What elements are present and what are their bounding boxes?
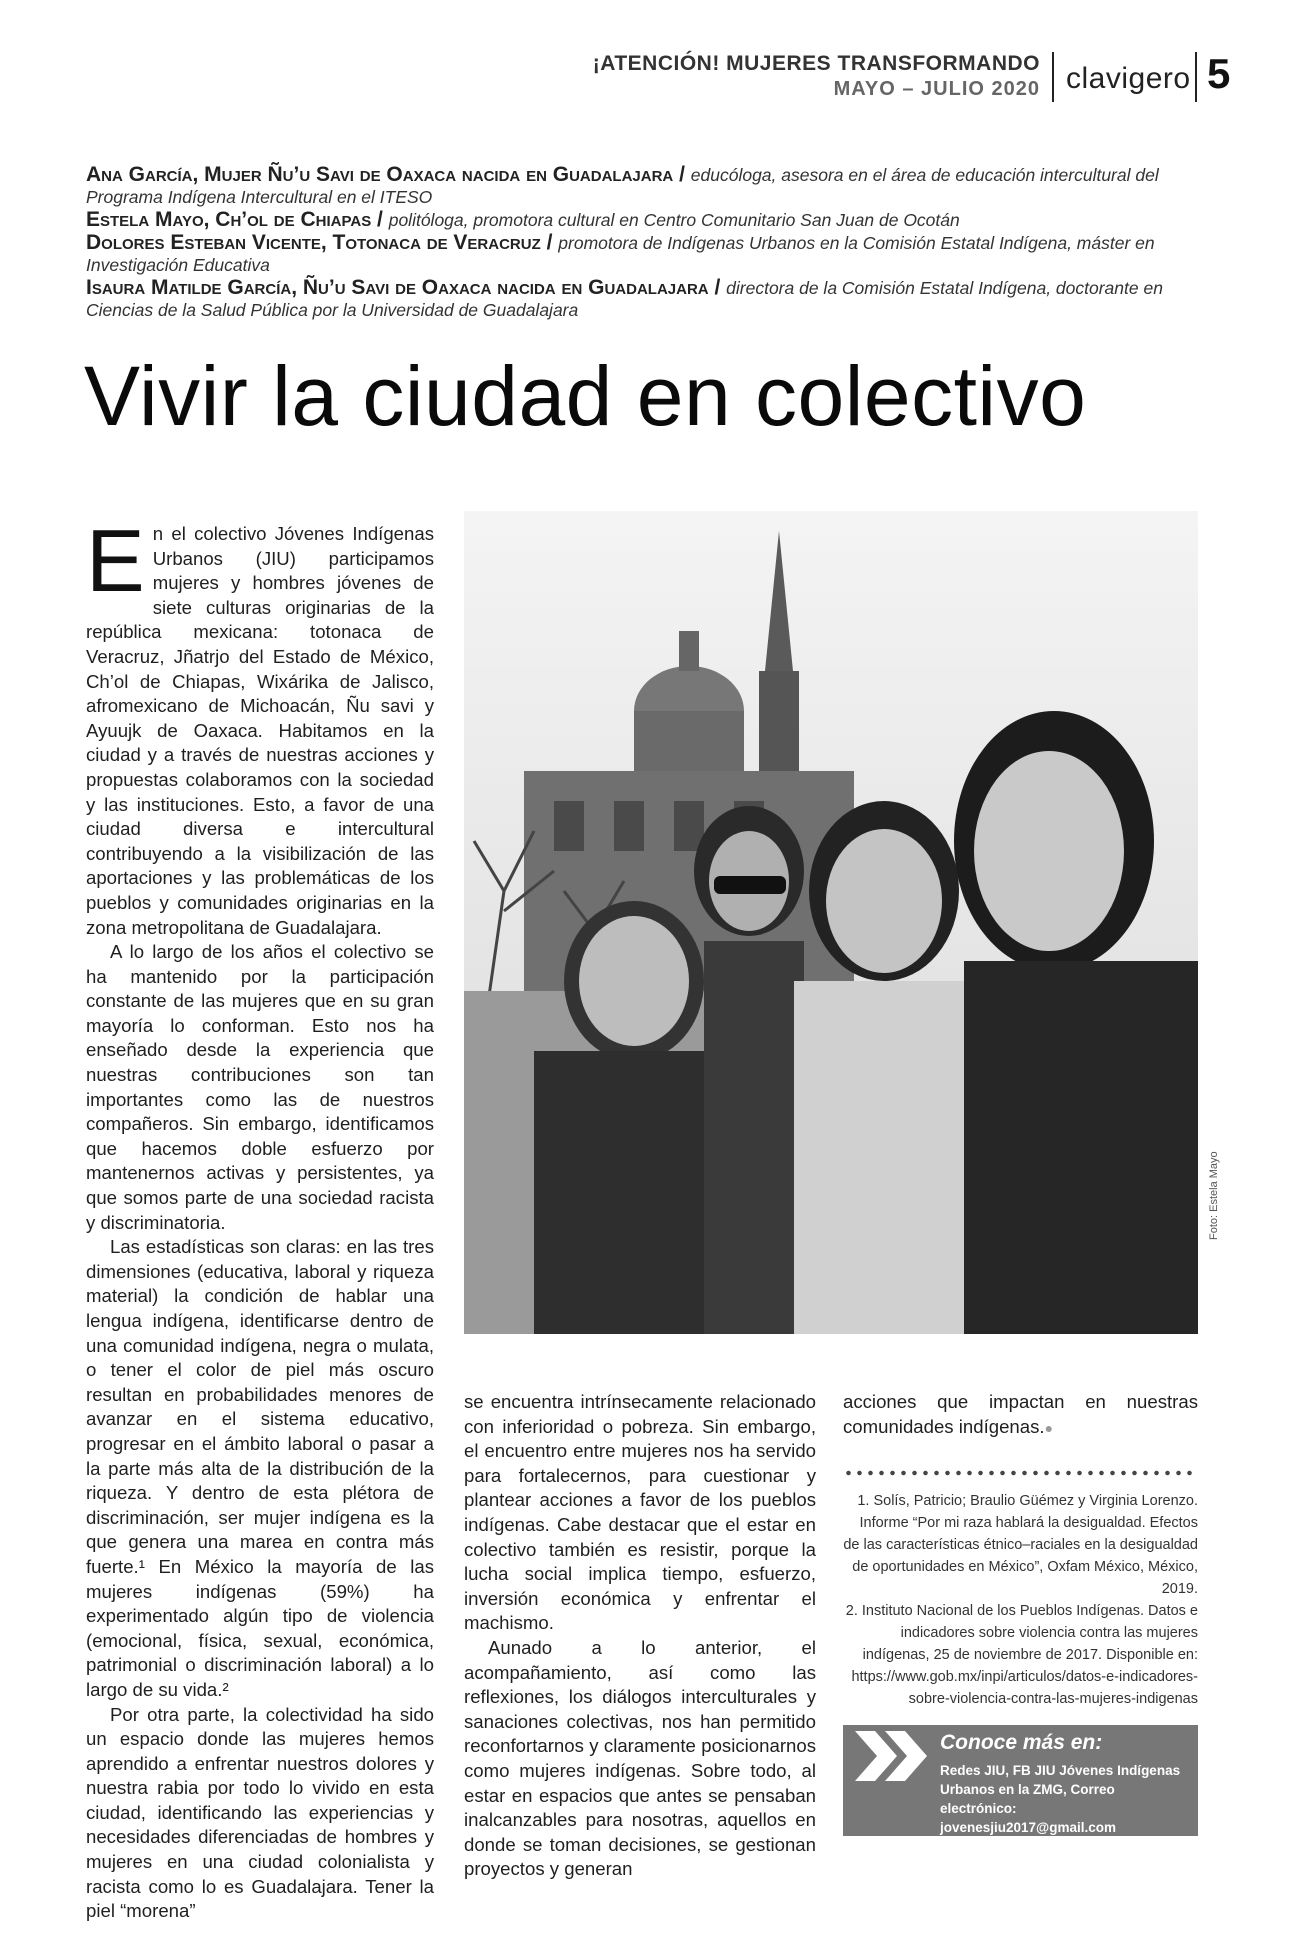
author-description: promotora de Indígenas Urbanos en la Comisión Estatal Indígena, máster en Investigación Educativa [86, 233, 1155, 275]
author-name: Estela Mayo, Ch’ol de Chiapas [86, 208, 372, 231]
paragraph: Aunado a lo anterior, el acompañamiento, así como las reflexiones, los diálogos interculturales y sanaciones colectivas, nos han permitido reconfortarnos y claramente posicionarnos como mujeres indígenas. Sobre todo, al estar en espacios que antes se pensaban inalcanzables para nosotras, aquellos en donde se toman decisiones, se gestionan proyectos y generan [464, 1636, 816, 1880]
magazine-name: clavigero [1066, 62, 1191, 95]
footnote: 2. Instituto Nacional de los Pueblos Indígenas. Datos e indicadores sobre violencia contra las mujeres indígenas, 25 de noviembre de 2017. Disponible en: https://www.gob.mx/inpi/articulos/datos-e-indicadores-sobre-violencia-contra-las-mujeres-indigenas [845, 1603, 1198, 1707]
article-title: Vivir la ciudad en colectivo [84, 349, 1087, 443]
author-description: directora de la Comisión Estatal Indígena, doctorante en Ciencias de la Salud Pública por la Universidad de Guadalajara [86, 278, 1163, 320]
group-photo [464, 511, 1198, 1334]
paragraph: se encuentra intrínsecamente relacionado con inferioridad o pobreza. Sin embargo, el encuentro entre mujeres nos ha servido para fortalecernos, para cuestionar y plantear acciones a favor de los pueblos indígenas. Cabe destacar que el estar en colectivo también es resistir, porque la lucha social implica tiempo, esfuerzo, inversión económica y enfrentar el machismo. [464, 1391, 816, 1634]
footnotes [843, 1490, 1198, 1710]
author-name: Ana García, Mujer Ñu’u Savi de Oaxaca nacida en Guadalajara [86, 163, 674, 186]
issue-date: MAYO – JULIO 2020 [833, 78, 1040, 100]
section-kicker: ¡ATENCIÓN! MUJERES TRANSFORMANDO [592, 52, 1040, 75]
dotted-divider [843, 1470, 1198, 1476]
author-description: educóloga, asesora en el área de educación intercultural del Programa Indígena Intercultural en el ITESO [86, 165, 1159, 207]
paragraph: A lo largo de los años el colectivo se ha mantenido por la participación constante de las mujeres que en su gran mayoría lo conforman. Esto nos ha enseñado desde la experiencia que nuestras contribuciones son tan importantes como las de nuestros compañeros. Sin embargo, identificamos que hacemos doble esfuerzo por mantenernos activas y persistentes, ya que somos parte de una sociedad racista y discriminatoria. [86, 941, 434, 1233]
author-entry [86, 277, 1206, 321]
author-list [86, 164, 1206, 322]
article-column-3 [843, 1390, 1198, 1440]
more-info-title: Conoce más en: [940, 1731, 1103, 1754]
page-number: 5 [1207, 50, 1231, 97]
paragraph: Por otra parte, la colectividad ha sido un espacio donde las mujeres hemos aprendido a enfrentar nuestros dolores y nuestra rabia por todo lo vivido en esta ciudad, identificando las experiencias y necesidades diferenciadas de hombres y mujeres en una ciudad colonialista y racista como lo es Guadalajara. Tener la piel “morena” [86, 1703, 434, 1922]
paragraph [843, 1390, 1198, 1440]
author-name: Dolores Esteban Vicente, Totonaca de Veracruz [86, 231, 541, 254]
footnote: 1. Solís, Patricio; Braulio Güémez y Virginia Lorenzo. Informe “Por mi raza hablará la desigualdad. Efectos de las características étnico–raciales en la desigualdad de oportunidades en México”, Oxfam México, México, 2019. [843, 1493, 1198, 1597]
author-separator: / [540, 231, 559, 254]
photo-illustration [464, 511, 1198, 1334]
paragraph-text: acciones que impactan en nuestras comunidades indígenas. [843, 1391, 1198, 1437]
author-separator: / [673, 163, 691, 186]
author-description: politóloga, promotora cultural en Centro Comunitario San Juan de Ocotán [388, 210, 960, 230]
author-entry [86, 209, 1206, 231]
more-info-text: Redes JIU, FB JIU Jóvenes Indígenas Urbanos en la ZMG, Correo electrónico: jovenesjiu2017@gmail.com [940, 1763, 1181, 1835]
article-column-1 [86, 511, 434, 1924]
drop-cap: E [86, 511, 145, 610]
paragraph-text: n el colectivo Jóvenes Indígenas Urbanos (JIU) participamos mujeres y hombres jóvenes de siete culturas originarias de la república mexicana: totonaca de Veracruz, Jñatrjo del Estado de México, Ch’ol de Chiapas, Wixárika de Jalisco, afromexicano de Michoacán, Ñu savi y Ayuujk de Oaxaca. Habitamos en la ciudad y a través de nuestras acciones y propuestas colaboramos con la sociedad y las instituciones. Esto, a favor de una ciudad diversa e intercultural contribuyendo a la visibilización de las aportaciones y las problemáticas de los pueblos y comunidades originarias en la zona metropolitana de Guadalajara. [86, 523, 434, 938]
author-separator: / [371, 208, 389, 231]
author-entry [86, 232, 1206, 276]
more-info-box [843, 1725, 1198, 1836]
header-divider [1052, 52, 1054, 102]
author-separator: / [708, 276, 727, 299]
photo-credit: Foto: Estela Mayo [1208, 1151, 1220, 1240]
article-column-2 [464, 1390, 816, 1882]
end-mark: ● [1044, 1419, 1054, 1436]
author-entry [86, 164, 1206, 208]
double-chevron-icon [851, 1729, 935, 1783]
author-name: Isaura Matilde García, Ñu’u Savi de Oaxaca nacida en Guadalajara [86, 276, 709, 299]
paragraph [86, 511, 434, 940]
header-divider [1195, 52, 1197, 102]
paragraph: Las estadísticas son claras: en las tres dimensiones (educativa, laboral y riqueza material) la condición de hablar una lengua indígena, identificarse dentro de una comunidad indígena, negra o mulata, o tener el color de piel más oscuro resultan en probabilidades menores de avanzar en el sistema educativo, progresar en el ámbito laboral o pasar a la parte más alta de la distribución de la riqueza. Y dentro de esta plétora de discriminación, ser mujer indígena es la que genera una marea en contra más fuerte.¹ En México la mayoría de las mujeres indígenas (59%) ha experimentado algún tipo de violencia (emocional, física, sexual, económica, patrimonial o discriminación laboral) a lo largo de su vida.² [86, 1236, 434, 1700]
